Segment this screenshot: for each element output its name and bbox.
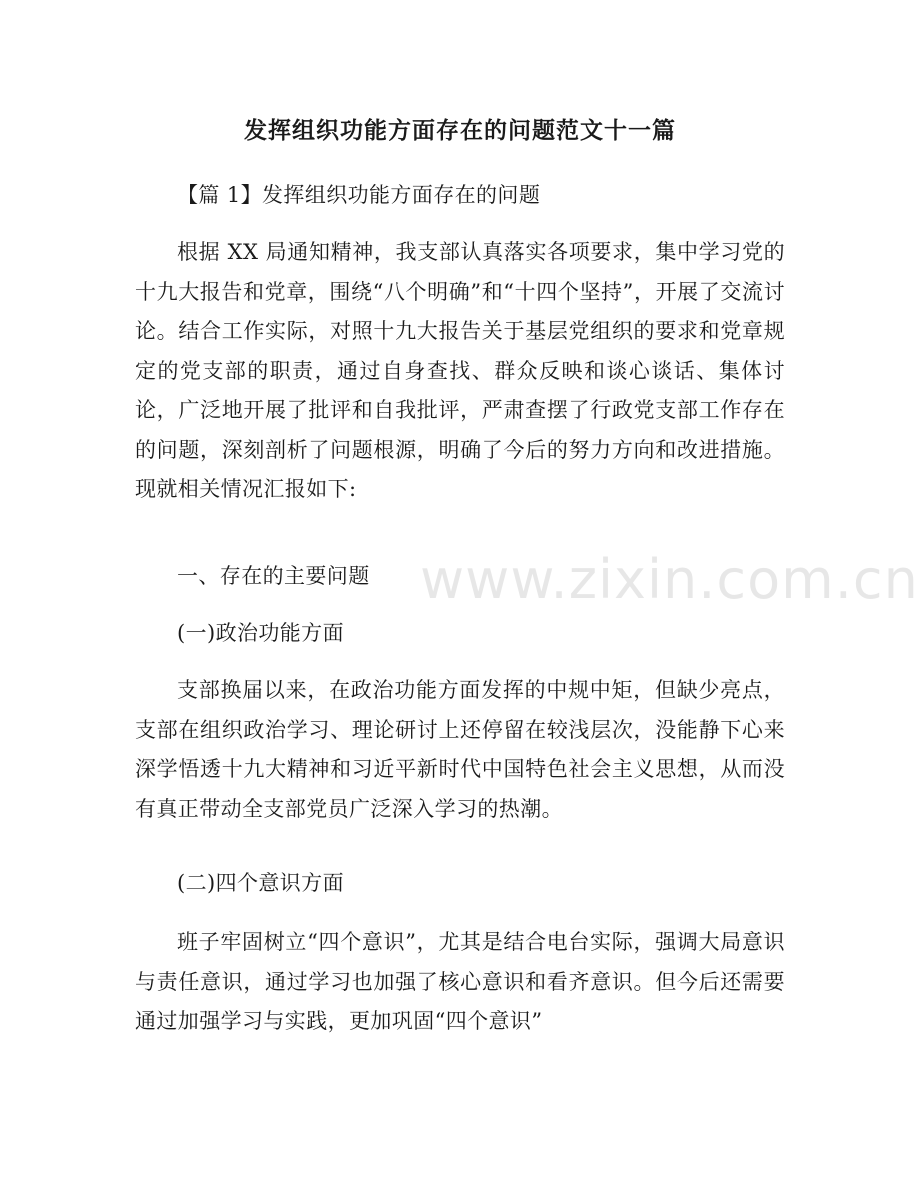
watermark-text: www.zixin.com.cn (420, 548, 919, 611)
document-title: 发挥组织功能方面存在的问题范文十一篇 (244, 118, 676, 144)
section-heading: 【篇 1】发挥组织功能方面存在的问题 (177, 183, 541, 207)
sub-one-paragraph: 支部换届以来，在政治功能方面发挥的中规中矩，但缺少亮点，支部在组织政治学习、理论研讨上还停留在较浅层次，没能静下心来深学悟透十九大精神和习近平新时代中国特色社会主义思想，从而没有真正带动全支部党员广泛深入学习的热潮。 (135, 678, 785, 821)
sub-two-heading: (二)四个意识方面 (177, 871, 344, 895)
part-one-heading: 一、存在的主要问题 (177, 564, 370, 588)
intro-paragraph: 根据 XX 局通知精神，我支部认真落实各项要求，集中学习党的十九大报告和党章，围绕“八个明确”和“十四个坚持”，开展了交流讨论。结合工作实际，对照十九大报告关于基层党组织的要求和党章规定的党支部的职责，通过自身查找、群众反映和谈心谈话、集体讨论，广泛地开展了批评和自我批评，严肃查摆了行政党支部工作存在的问题，深刻剖析了问题根源，明确了今后的努力方向和改进措施。现就相关情况汇报如下: (135, 240, 785, 501)
sub-two-paragraph: 班子牢固树立“四个意识”，尤其是结合电台实际，强调大局意识与责任意识，通过学习也加强了核心意识和看齐意识。但今后还需要通过加强学习与实践，更加巩固“四个意识” (135, 930, 785, 1033)
sub-one-heading: (一)政治功能方面 (177, 621, 344, 645)
